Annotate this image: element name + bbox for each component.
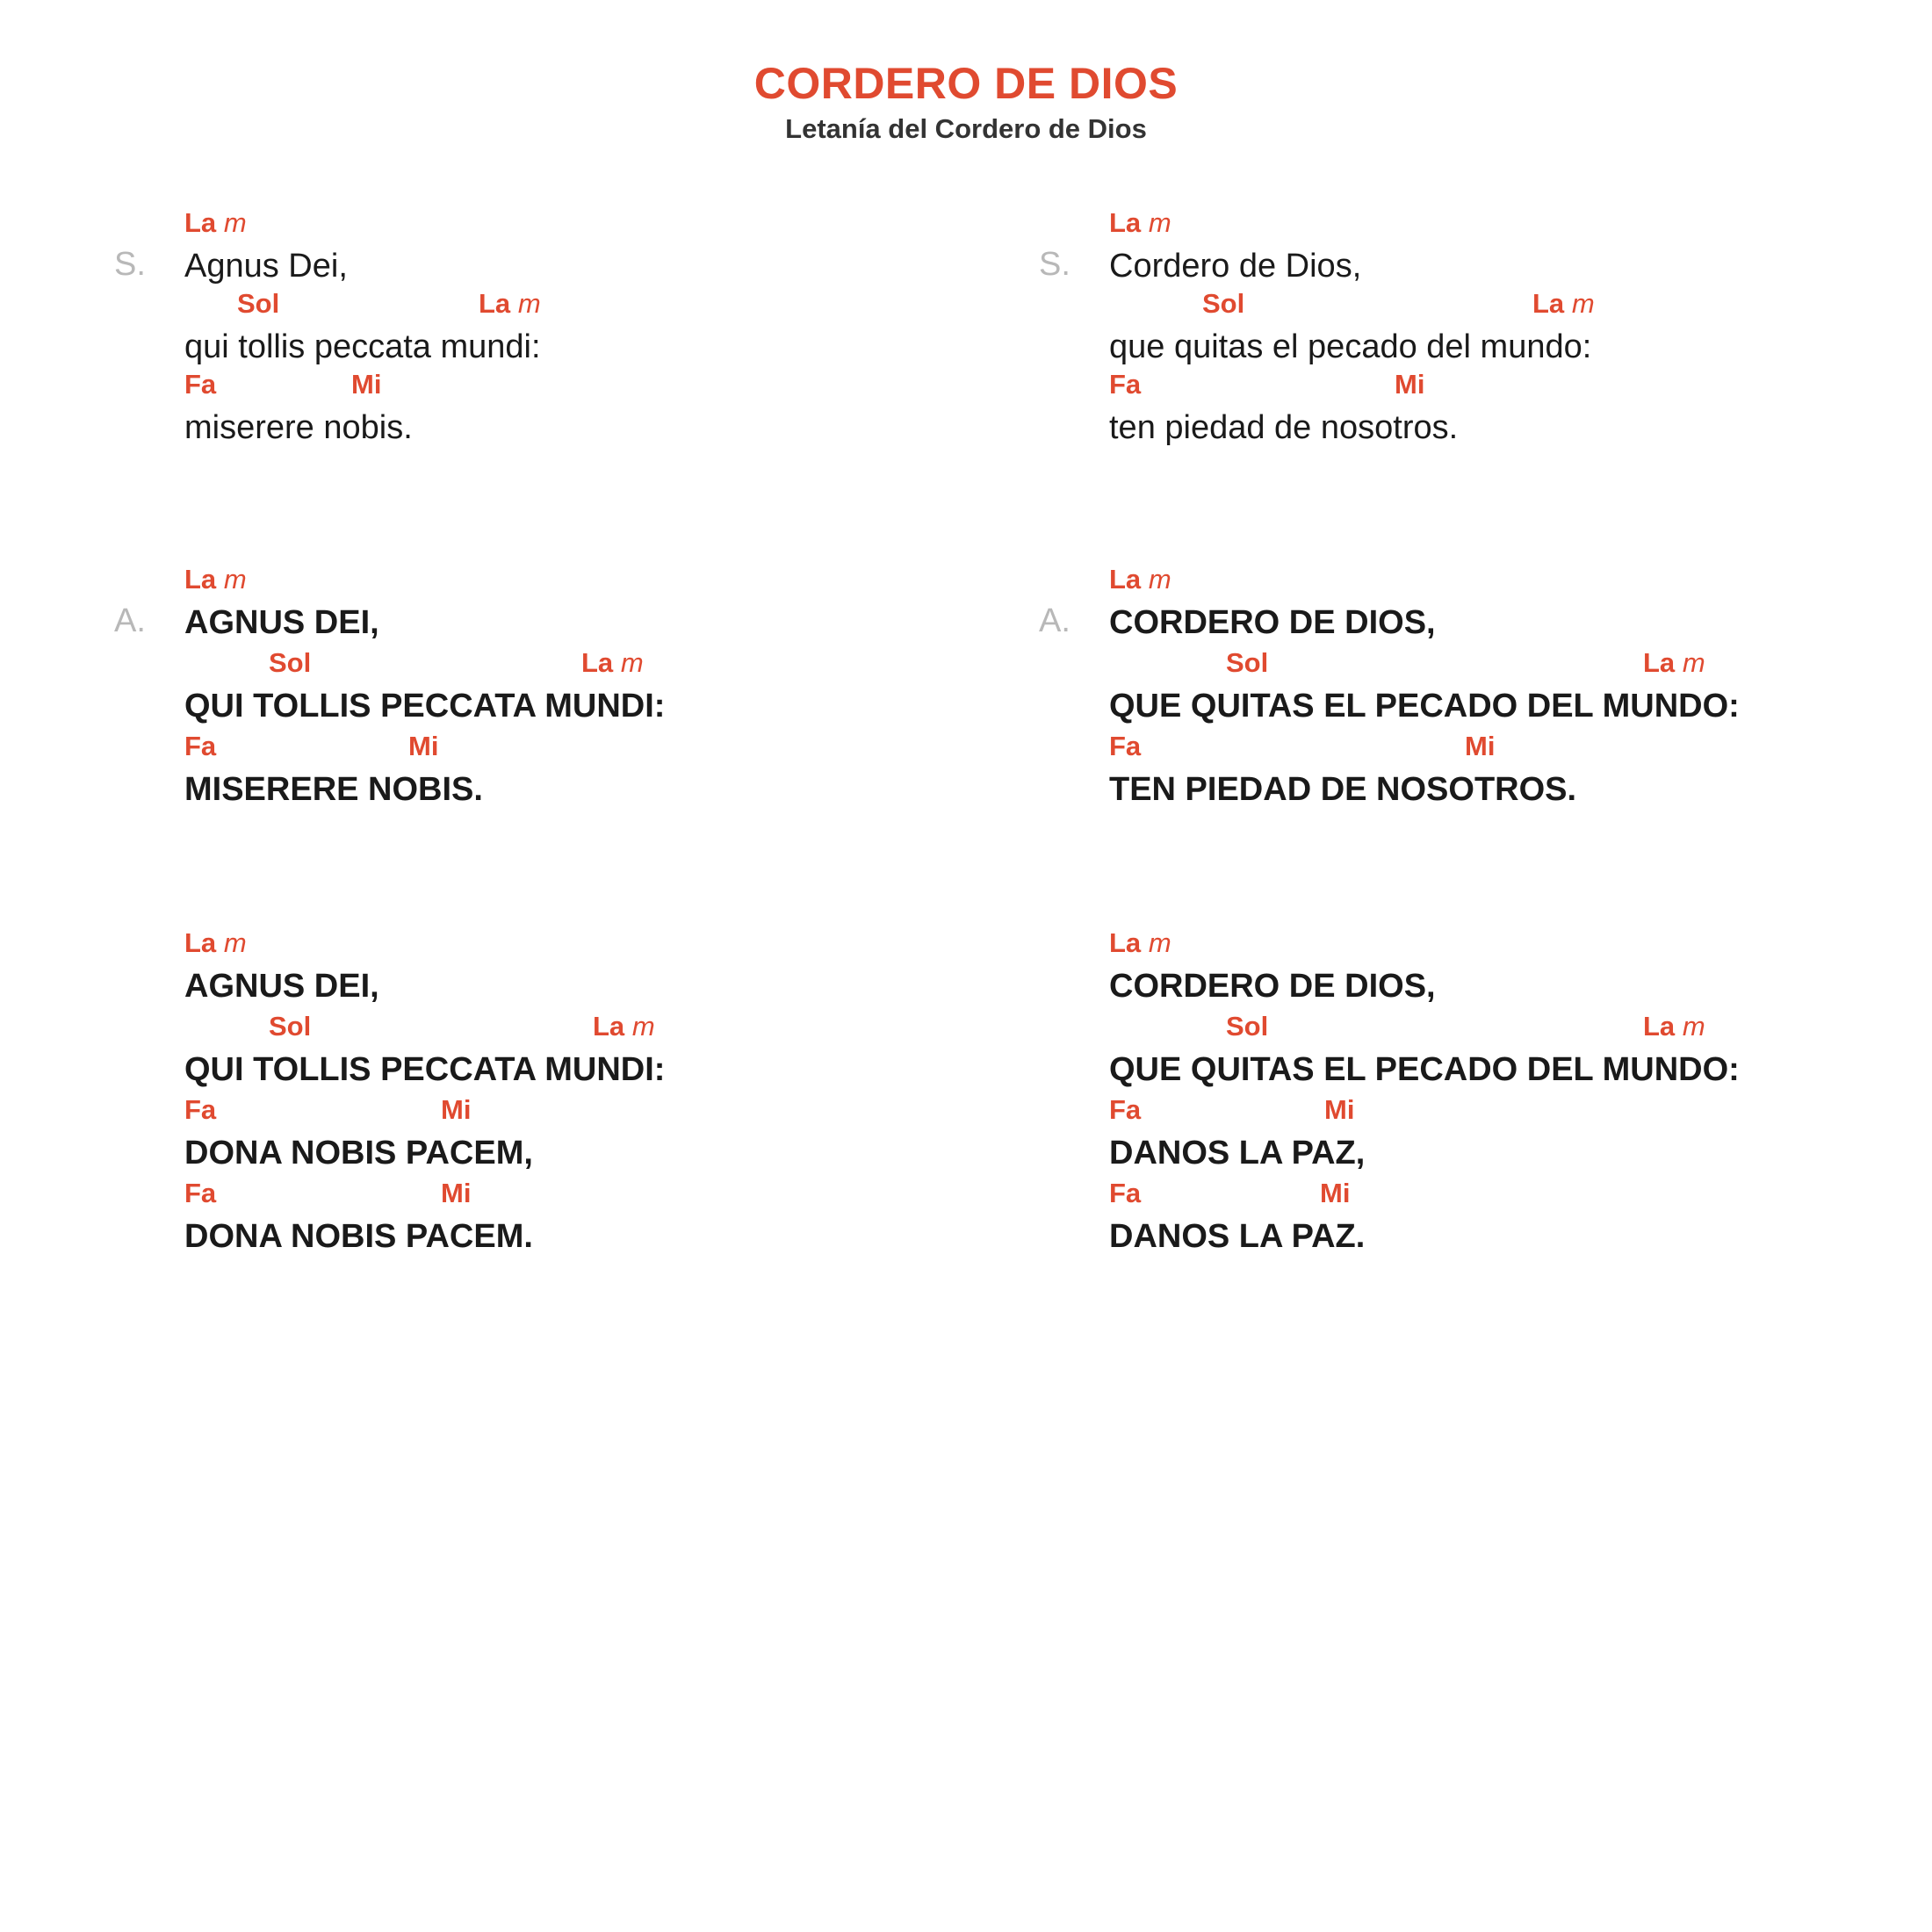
lyric-line <box>184 564 975 643</box>
lyric-text: QUE QUITAS EL PECADO DEL MUNDO: <box>1109 1051 1740 1088</box>
lyric-text: miserere nobis. <box>184 409 413 446</box>
chord: La m <box>1532 288 1595 319</box>
chord: Fa <box>184 1094 217 1125</box>
lyric-text: QUE QUITAS EL PECADO DEL MUNDO: <box>1109 688 1740 724</box>
chord: Sol <box>237 288 280 319</box>
role-label: A. <box>1039 602 1071 639</box>
lyric-text: que quitas el pecado del mundo: <box>1109 328 1592 365</box>
chord: Sol <box>1226 1011 1269 1042</box>
lyric-text: TEN PIEDAD DE NOSOTROS. <box>1109 771 1577 808</box>
chord: Fa <box>1109 369 1142 400</box>
lyric-text: Agnus Dei, <box>184 248 348 285</box>
spanish-column <box>1039 0 1917 1932</box>
chord: Mi <box>1395 369 1425 400</box>
lyric-line <box>1109 1094 1900 1173</box>
chord: La m <box>1643 1011 1705 1042</box>
chord: Fa <box>184 731 217 761</box>
lyric-line <box>184 1178 975 1257</box>
latin-column <box>114 0 992 1932</box>
lyric-line <box>1109 647 1900 726</box>
lyric-text: Cordero de Dios, <box>1109 248 1362 285</box>
lyric-text: AGNUS DEI, <box>184 604 379 641</box>
lyric-text: CORDERO DE DIOS, <box>1109 604 1436 641</box>
chord: Mi <box>441 1178 472 1208</box>
role-label: S. <box>1039 246 1071 283</box>
lyric-line <box>184 288 975 367</box>
chord: La m <box>184 207 247 238</box>
chord: La m <box>184 564 247 595</box>
lyric-line <box>1109 731 1900 810</box>
lyric-text: AGNUS DEI, <box>184 968 379 1005</box>
lyric-line <box>1109 207 1900 286</box>
lyric-text: DONA NOBIS PACEM, <box>184 1135 533 1171</box>
chord: Sol <box>269 1011 312 1042</box>
chord: Sol <box>1226 647 1269 678</box>
chord: La m <box>581 647 644 678</box>
chord: Sol <box>269 647 312 678</box>
lyric-text: ten piedad de nosotros. <box>1109 409 1459 446</box>
lyric-text: qui tollis peccata mundi: <box>184 328 541 365</box>
lyric-text: DANOS LA PAZ, <box>1109 1135 1366 1171</box>
lyric-line <box>184 731 975 810</box>
lyric-line <box>1109 369 1900 448</box>
chord: Mi <box>1465 731 1496 761</box>
chord: Fa <box>184 369 217 400</box>
lyric-line <box>184 369 975 448</box>
chord: Mi <box>351 369 382 400</box>
lyric-line <box>184 207 975 286</box>
chord: Fa <box>1109 731 1142 761</box>
lyric-text: QUI TOLLIS PECCATA MUNDI: <box>184 688 666 724</box>
lyric-line <box>1109 288 1900 367</box>
chord: La m <box>1109 207 1171 238</box>
lyric-text: MISERERE NOBIS. <box>184 771 483 808</box>
chord: La m <box>1643 647 1705 678</box>
chord: La m <box>479 288 541 319</box>
chord: Fa <box>1109 1178 1142 1208</box>
chord: Fa <box>184 1178 217 1208</box>
role-label: A. <box>114 602 146 639</box>
page-title: CORDERO DE DIOS <box>753 59 1179 108</box>
lyric-line <box>184 927 975 1006</box>
chord: Mi <box>408 731 439 761</box>
chord: Mi <box>441 1094 472 1125</box>
lyric-line <box>184 1094 975 1173</box>
lyric-line <box>1109 927 1900 1006</box>
chord: Mi <box>1324 1094 1355 1125</box>
role-label: S. <box>114 246 146 283</box>
lyric-line <box>184 1011 975 1090</box>
lyric-text: DANOS LA PAZ. <box>1109 1218 1366 1255</box>
chord: La m <box>1109 564 1171 595</box>
chord: Mi <box>1320 1178 1351 1208</box>
chord: Fa <box>1109 1094 1142 1125</box>
lyric-line <box>184 647 975 726</box>
chord: La m <box>1109 927 1171 958</box>
lyric-text: CORDERO DE DIOS, <box>1109 968 1436 1005</box>
page-subtitle: Letanía del Cordero de Dios <box>785 113 1147 144</box>
lyric-line <box>1109 1178 1900 1257</box>
lyric-line <box>1109 1011 1900 1090</box>
lyric-line <box>1109 564 1900 643</box>
chord: La m <box>593 1011 655 1042</box>
chord: Sol <box>1202 288 1245 319</box>
lyric-text: DONA NOBIS PACEM. <box>184 1218 533 1255</box>
chord: La m <box>184 927 247 958</box>
lyric-text: QUI TOLLIS PECCATA MUNDI: <box>184 1051 666 1088</box>
